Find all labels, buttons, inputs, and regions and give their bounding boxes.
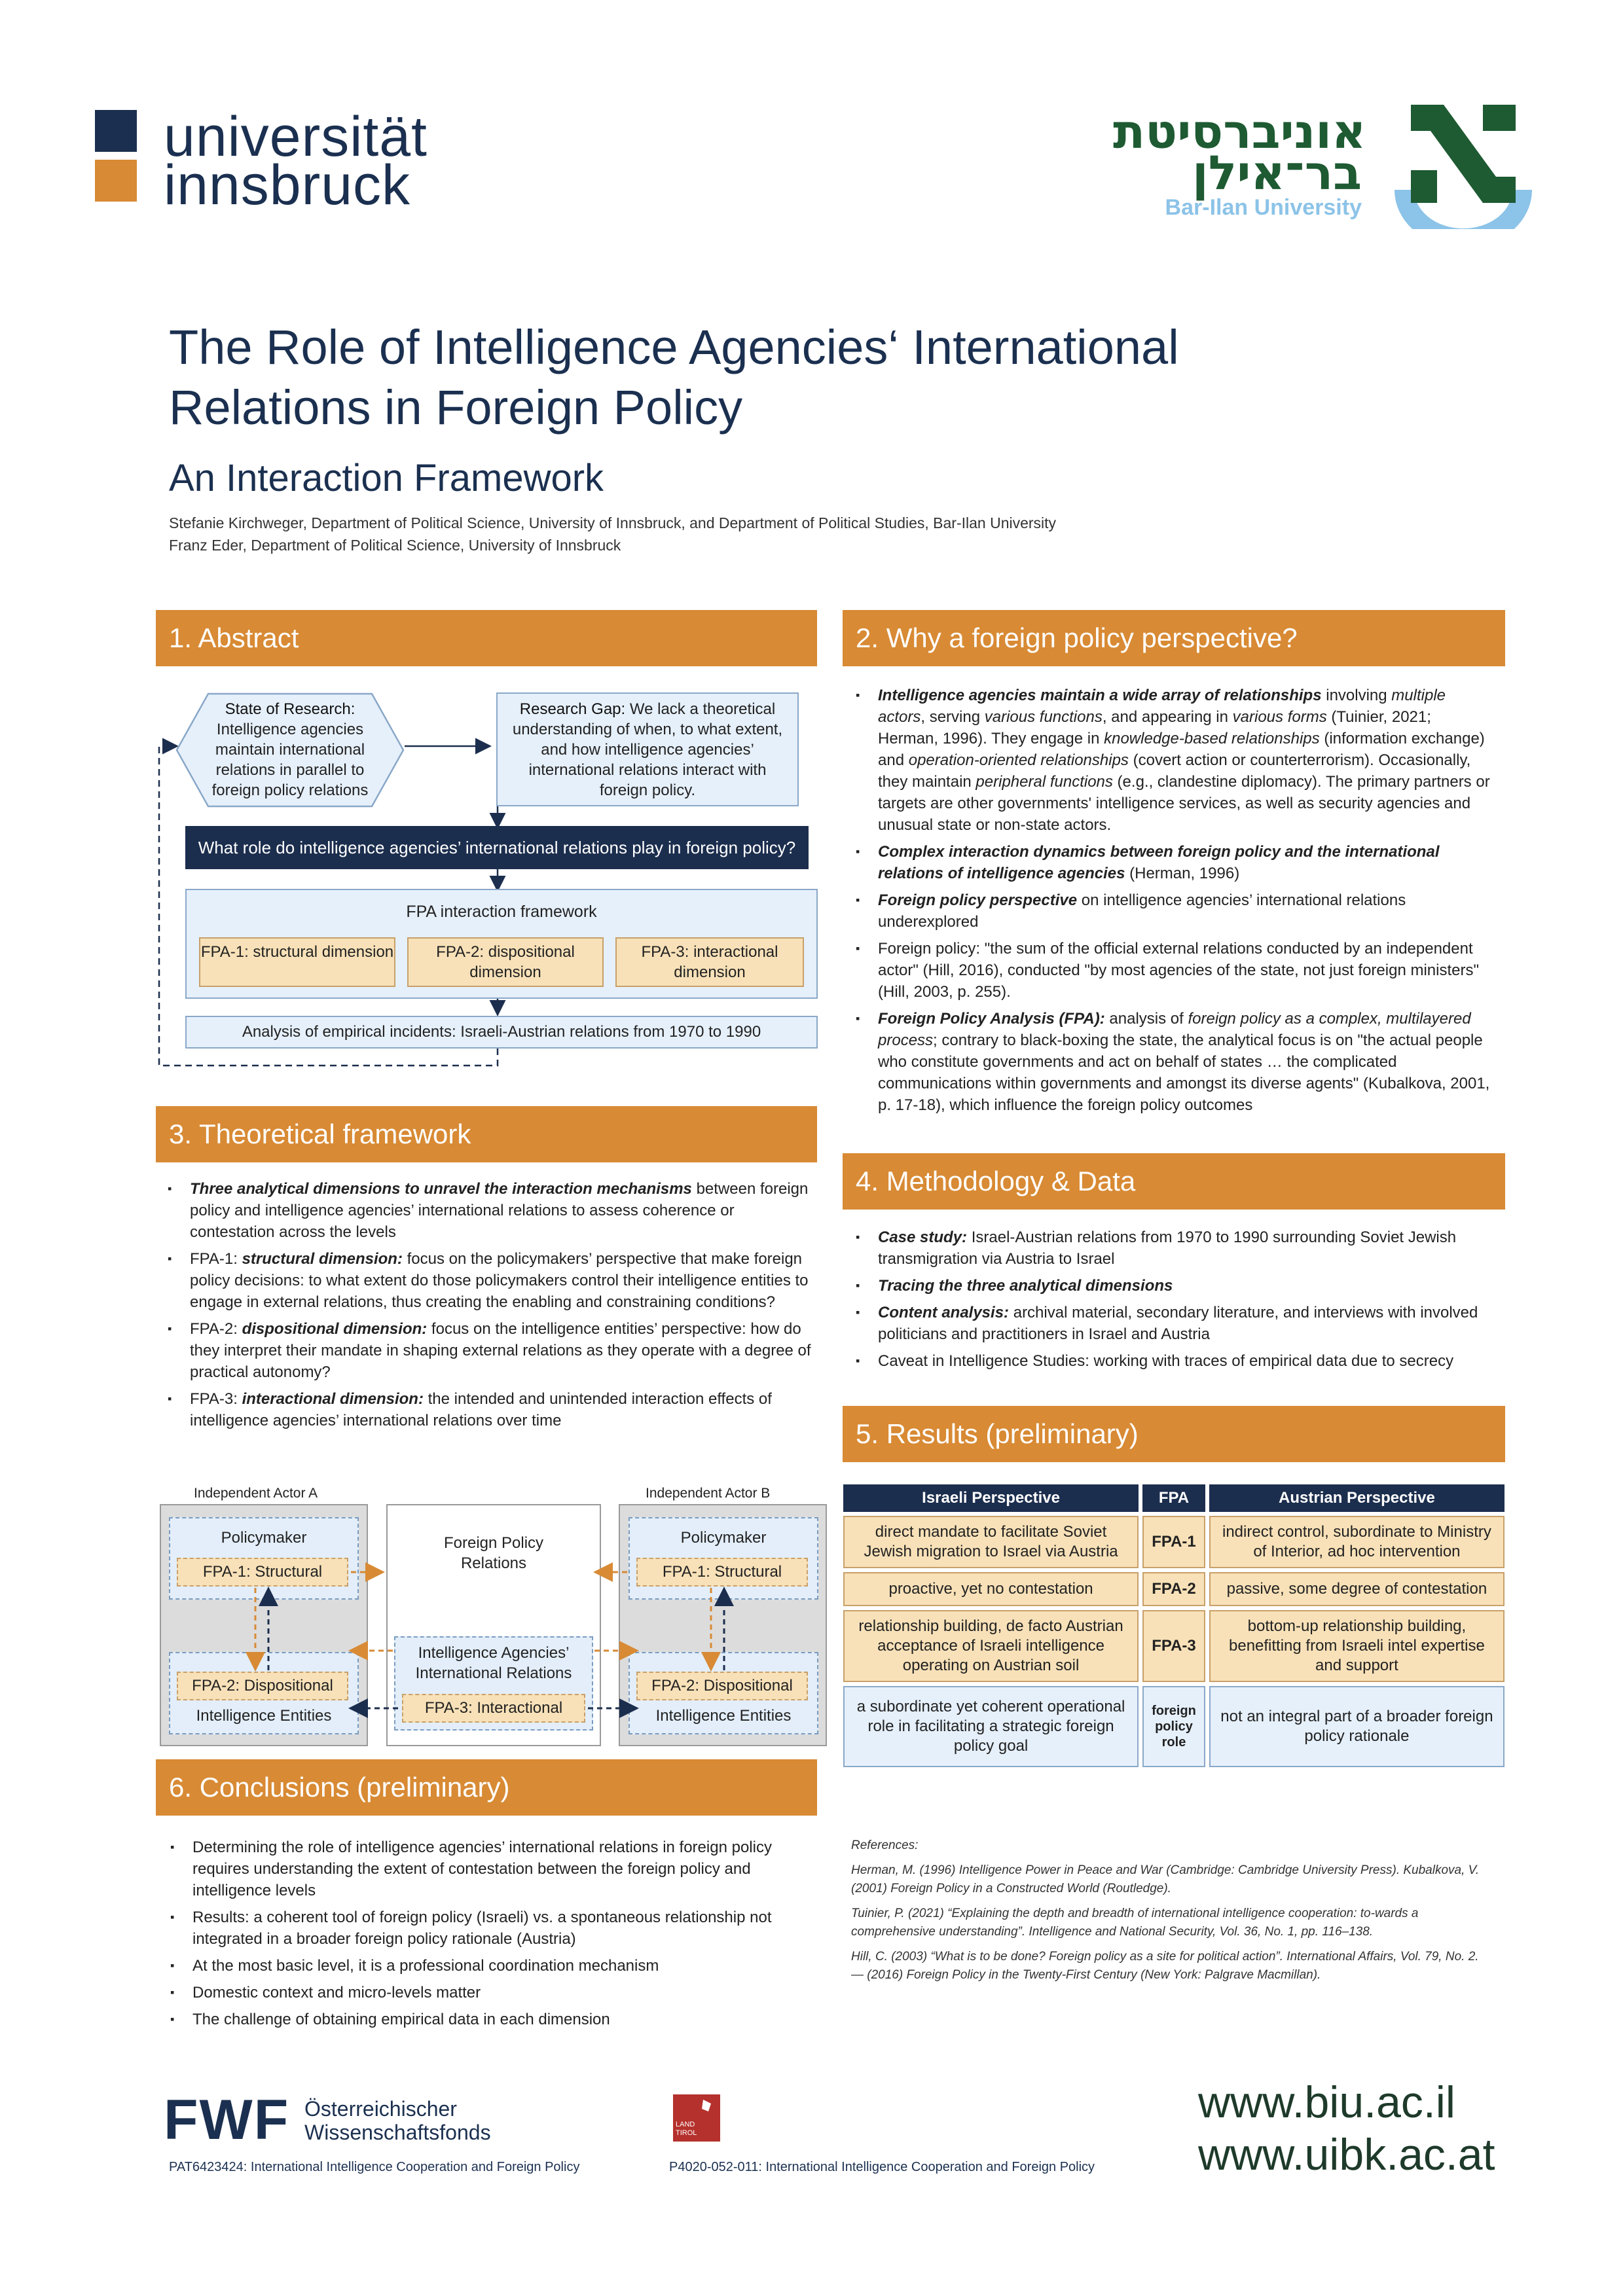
israeli-cell: direct mandate to facilitate Soviet Jewish migration to Israel via Austria (843, 1516, 1139, 1568)
fpa-cell: FPA-2 (1142, 1572, 1205, 1606)
fpa3-interactional: FPA-3: Interactional (402, 1694, 585, 1723)
fpa1-structural-dimension: FPA-1: structural dimension (199, 937, 395, 987)
fpa2-dispositional-a: FPA-2: Dispositional (177, 1672, 348, 1700)
fpa2-dispositional-dimension: FPA-2: dispositional dimension (407, 937, 604, 987)
tirol-grant: P4020-052-011: International Intelligence Cooperation and Foreign Policy (669, 2160, 1095, 2174)
fwf-grant: PAT6423424: International Intelligence Cooperation and Foreign Policy (169, 2160, 580, 2174)
why-bullet-list (853, 685, 1495, 1121)
tirol-label-line1: LAND (676, 2121, 695, 2128)
method-bullet-2: ▪ Tracing the three analytical dimensions (853, 1275, 1495, 1297)
actor-a-label: Independent Actor A (194, 1486, 318, 1501)
why-bullet-3: ▪ Foreign policy perspective on intelligence agencies’ international relations underexplored (853, 889, 1495, 933)
section-heading-results: 5. Results (preliminary) (843, 1406, 1505, 1462)
fpa1-structural-a: FPA-1: Structural (177, 1558, 348, 1587)
reference-item: Hill, C. (2003) “What is to be done? Foreign policy as a site for political action”. International Affairs, Vol. 79, No. 2. — (2016) Foreign Policy in the Twenty-First Century (New York: Palgrave Macmillan). (851, 1950, 1479, 1982)
author-2: Franz Eder, Department of Political Science, University of Innsbruck (169, 537, 621, 554)
uibk-logo-square-orange (95, 160, 137, 202)
state-of-research-box (175, 692, 405, 808)
foreign-policy-relations-label: Foreign Policy Relations (443, 1534, 544, 1572)
theory-bullet-2: ▪ FPA-1: structural dimension: focus on the policymakers’ perspective that make foreign policy decisions: to what extent do those policymakers control their intelligence entities to engage in external relations, thus creating the enabling and constraining conditions? (165, 1248, 813, 1313)
fpa-cell: FPA-3 (1142, 1610, 1205, 1682)
fpa-cell: foreign policy role (1142, 1686, 1205, 1767)
research-gap-title: Research Gap: (519, 700, 626, 718)
policymaker-a-label: Policymaker (221, 1529, 307, 1547)
reference-item: Herman, M. (1996) Intelligence Power in Peace and War (Cambridge: Cambridge University Press). Kubalkova, V. (2001) Foreign Policy in a Constructed World (Routledge). (851, 1863, 1480, 1895)
state-of-research-text: Intelligence agencies maintain international relations in parallel to foreign policy relations (211, 721, 369, 799)
fwf-name-line1: Österreichischer (304, 2097, 457, 2121)
actor-b-label: Independent Actor B (646, 1486, 771, 1501)
references-block (851, 1837, 1499, 1991)
table-row (843, 1516, 1504, 1568)
why-bullet-4: ▪ Foreign policy: "the sum of the official external relations conducted by an independent actor" (Hill, 2016), conducted "by most agencies of the state, not just foreign ministers" (Hill, 2003, p. 255). (853, 938, 1495, 1003)
conclusion-item: ▪ At the most basic level, it is a professional coordination mechanism (168, 1955, 816, 1977)
conclusion-item: ▪ Domestic context and micro-levels matter (168, 1982, 816, 2003)
results-table (839, 1480, 1508, 1771)
poster-subtitle: An Interaction Framework (169, 457, 604, 499)
theory-bullet-1: ▪ Three analytical dimensions to unravel the interaction mechanisms between foreign policy and intelligence agencies’ international relations to assess coherence or contestation across the levels (165, 1178, 813, 1243)
biu-hebrew-line2: בר־אילן (1192, 145, 1362, 200)
israeli-cell: relationship building, de facto Austrian acceptance of Israeli intelligence operating on Austrian soil (843, 1610, 1139, 1682)
poster-title-line2: Relations in Foreign Policy (169, 380, 743, 435)
research-question-box: What role do intelligence agencies’ international relations play in foreign policy? (185, 826, 809, 869)
method-bullet-list (853, 1227, 1495, 1377)
uibk-logo-line1: universität (164, 105, 428, 168)
conclusion-item: ▪ The challenge of obtaining empirical data in each dimension (168, 2009, 816, 2030)
section-heading-method: 4. Methodology & Data (843, 1153, 1505, 1210)
table-row (843, 1610, 1504, 1682)
biu-hebrew-line1: אוניברסיטת (1113, 104, 1366, 159)
section-heading-theory: 3. Theoretical framework (156, 1106, 817, 1162)
land-tirol-logo (673, 2094, 720, 2142)
why-bullet-5: ▪ Foreign Policy Analysis (FPA): analysis of foreign policy as a complex, multilayered process; contrary to black-boxing the state, the analytical focus is on "the actual people who constitute governments and act on behalf of states … the complicated communications within governments and amongst its diverse agents" (Kubalkova, 2001, p. 17-18), which influence the foreign policy outcomes (853, 1008, 1495, 1116)
policymaker-b-label: Policymaker (680, 1529, 767, 1547)
empirical-analysis-box: Analysis of empirical incidents: Israeli-Austrian relations from 1970 to 1990 (185, 1016, 818, 1049)
conclusions-bullet-list (168, 1837, 816, 2036)
theory-bullet-3: ▪ FPA-2: dispositional dimension: focus on the intelligence entities’ perspective: how do they interpret their mandate in shaping external relations as they operate with a degree of practical autonomy? (165, 1318, 813, 1383)
col-fpa: FPA (1142, 1484, 1205, 1512)
interaction-arrows (156, 1499, 830, 1761)
author-1: Stefanie Kirchweger, Department of Political Science, University of Innsbruck, and Department of Political Studies, Bar-Ilan University (169, 514, 1057, 531)
fwf-logo: FWF (164, 2089, 290, 2151)
austrian-cell: indirect control, subordinate to Ministry of Interior, ad hoc intervention (1209, 1516, 1504, 1568)
biu-emblem-icon (1385, 92, 1535, 229)
method-bullet-3: ▪ Content analysis: archival material, secondary literature, and interviews with involved politicians and practitioners in Israel and Austria (853, 1302, 1495, 1345)
method-bullet-1: ▪ Case study: Israel-Austrian relations from 1970 to 1990 surrounding Soviet Jewish transmigration via Austria to Israel (853, 1227, 1495, 1270)
section-heading-conclusions: 6. Conclusions (preliminary) (156, 1759, 817, 1816)
fpa3-interactional-dimension: FPA-3: interactional dimension (615, 937, 804, 987)
fpa1-structural-b: FPA-1: Structural (636, 1558, 808, 1587)
iair-label: Intelligence Agencies’ International Relations (415, 1644, 572, 1682)
research-gap-text: We lack a theoretical understanding of when, to what extent, and how intelligence agencies’ international relations interact with foreign policy. (512, 700, 783, 799)
url-uibk[interactable]: www.uibk.ac.at (1198, 2130, 1495, 2179)
theory-bullet-4: ▪ FPA-3: interactional dimension: the intended and unintended interaction effects of intelligence agencies’ international relations over time (165, 1388, 813, 1431)
theory-bullet-list (165, 1178, 813, 1437)
fpa2-dispositional-b: FPA-2: Dispositional (636, 1672, 808, 1700)
fpa-framework-title: FPA interaction framework (406, 903, 597, 921)
section-heading-abstract: 1. Abstract (156, 610, 817, 666)
tirol-label-line2: TIROL (676, 2129, 697, 2137)
state-of-research-title: State of Research: (225, 700, 356, 718)
intel-entities-a-label: Intelligence Entities (196, 1707, 332, 1725)
url-biu[interactable]: www.biu.ac.il (1198, 2077, 1456, 2127)
biu-name: Bar-Ilan University (1165, 195, 1362, 220)
fwf-name-line2: Wissenschaftsfonds (304, 2121, 491, 2144)
intel-entities-b-label: Intelligence Entities (655, 1707, 792, 1725)
austrian-cell: bottom-up relationship building, benefitting from Israeli intel expertise and support (1209, 1610, 1504, 1682)
uibk-logo-line2: innsbruck (164, 154, 411, 217)
poster-title-line1: The Role of Intelligence Agencies‘ International (169, 320, 1179, 374)
israeli-cell: proactive, yet no contestation (843, 1572, 1139, 1606)
section-heading-why: 2. Why a foreign policy perspective? (843, 610, 1505, 666)
table-row (843, 1686, 1504, 1767)
conclusion-item: ▪ Determining the role of intelligence agencies’ international relations in foreign policy requires understanding the extent of contestation between the foreign policy and intelligence levels (168, 1837, 816, 1901)
fpa-cell: FPA-1 (1142, 1516, 1205, 1568)
results-header-row (843, 1484, 1504, 1512)
references-title: References: (851, 1839, 919, 1852)
israeli-cell: a subordinate yet coherent operational role in facilitating a strategic foreign policy goal (843, 1686, 1139, 1767)
conclusion-item: ▪ Results: a coherent tool of foreign policy (Israeli) vs. a spontaneous relationship not integrated in a broader foreign policy rationale (Austria) (168, 1907, 816, 1950)
col-israeli-perspective: Israeli Perspective (843, 1484, 1139, 1512)
reference-item: Tuinier, P. (2021) “Explaining the depth and breadth of international intelligence cooperation: to-wards a comprehensive understanding”. Intelligence and National Security, Vol. 36, No. 1, pp. 116–138. (851, 1907, 1419, 1939)
why-bullet-1: ▪ Intelligence agencies maintain a wide array of relationships involving multiple actors, serving various functions, and appearing in various forms (Tuinier, 2021; Herman, 1996). They engage in knowledge-based relationships (information exchange) and operation-oriented relationships (covert action or counterterrorism). Occasionally, they maintain peripheral functions (e.g., clandestine diplomacy). The primary partners or targets are other governments' intelligence services, as well as security agencies and unusual state or non-state actors. (853, 685, 1495, 836)
method-bullet-4: ▪ Caveat in Intelligence Studies: working with traces of empirical data due to secrecy (853, 1350, 1495, 1372)
austrian-cell: not an integral part of a broader foreign policy rationale (1209, 1686, 1504, 1767)
austrian-cell: passive, some degree of contestation (1209, 1572, 1504, 1606)
uibk-logo-square-navy (95, 110, 137, 152)
col-austrian-perspective: Austrian Perspective (1209, 1484, 1504, 1512)
research-gap-box (496, 692, 799, 806)
table-row (843, 1572, 1504, 1606)
why-bullet-2: ▪ Complex interaction dynamics between foreign policy and the international relations of intelligence agencies (Herman, 1996) (853, 841, 1495, 884)
